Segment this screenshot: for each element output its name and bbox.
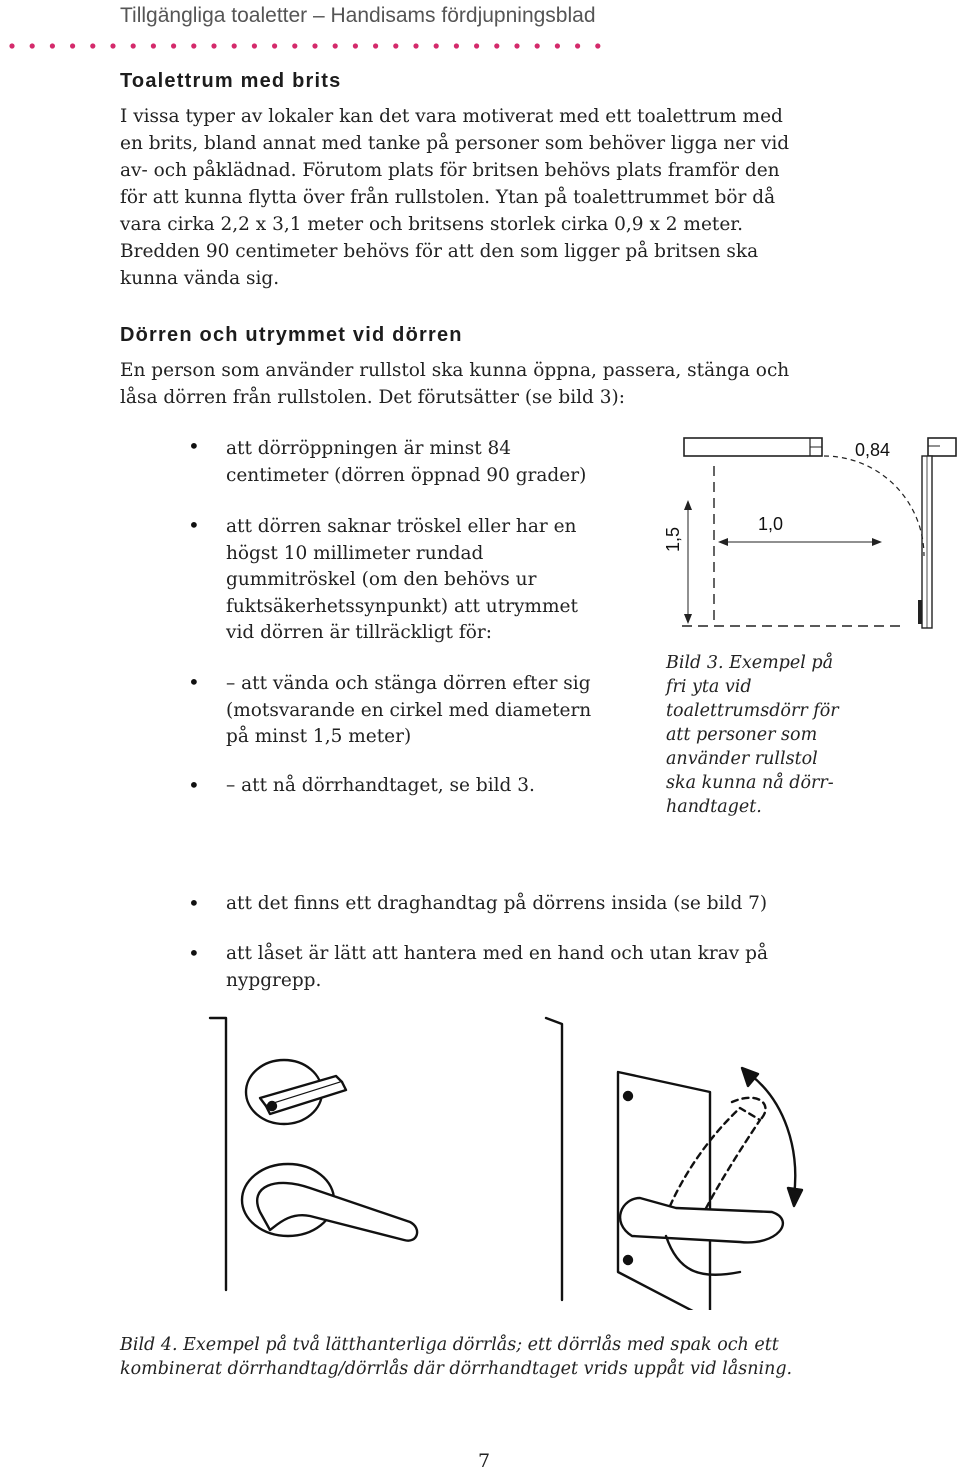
divider-dot: [272, 43, 277, 48]
section-paragraph-door: [120, 357, 880, 411]
paragraph-line: En person som använder rullstol ska kunna öppna, passera, stänga och: [120, 360, 790, 381]
divider-dot: [373, 43, 378, 48]
divider-dot: [151, 43, 156, 48]
wall-right: [928, 438, 956, 456]
dimension-label-reach: 1,0: [758, 514, 784, 534]
paragraph-line: av- och påklädnad. Förutom plats för britsen behövs plats framför den: [120, 160, 780, 181]
divider-dot: [535, 43, 540, 48]
divider-dot: [211, 43, 216, 48]
figure4-caption: Bild 4. Exempel på två lätthanterliga dörrlås; ett dörrlås med spak och ett kombinerat dörrhandtag/dörrlås där dörrhandtaget vrids uppåt vid låsning.: [120, 1335, 793, 1379]
bullet-item: att dörröppningen är minst 84 centimeter (dörren öppnad 90 grader): [226, 438, 587, 486]
divider-dot: [393, 43, 398, 48]
divider-dot: [9, 43, 14, 48]
divider-dot: [292, 43, 297, 48]
divider-dot: [30, 43, 35, 48]
divider-dot: [413, 43, 418, 48]
door-lock-illustration: [200, 1010, 820, 1310]
section-heading-brits: Toalettrum med brits: [120, 70, 342, 92]
dimension-label-depth: 1,5: [663, 526, 683, 552]
divider-dot: [353, 43, 358, 48]
figure3-caption: Bild 3. Exempel på fri yta vid toalettrumsdörr för att personer som använder rullstol ska kunna nå dörr- handtaget.: [666, 653, 839, 817]
divider-dot: [514, 43, 519, 48]
bullet-dot: •: [188, 513, 200, 537]
door-edge-right: [546, 1018, 562, 1300]
divider-dot: [575, 43, 580, 48]
bullet-item: att låset är lätt att hantera med en hand och utan krav på nypgrepp.: [226, 943, 769, 991]
bullet-dot: •: [188, 891, 200, 915]
handle-backplate: [618, 1072, 710, 1310]
paragraph-line: vara cirka 2,2 x 3,1 meter och britsens storlek cirka 0,9 x 2 meter.: [120, 214, 743, 235]
paragraph-line: en brits, bland annat med tanke på personer som behöver ligga ner vid: [120, 133, 790, 154]
paragraph-line: kunna vända sig.: [120, 268, 280, 289]
divider-dot: [333, 43, 338, 48]
divider-dot: [191, 43, 196, 48]
door-handle-mark: [918, 600, 922, 624]
divider-dot: [494, 43, 499, 48]
bullet-dot: •: [188, 434, 200, 458]
paragraph-line: Bredden 90 centimeter behövs för att den som ligger på britsen ska: [120, 241, 759, 262]
divider-dot: [232, 43, 237, 48]
door-clearance-diagram: [652, 430, 960, 630]
divider-dot: [312, 43, 317, 48]
divider-dot: [252, 43, 257, 48]
rotation-arc: [752, 1076, 795, 1196]
bullet-item: – att nå dörrhandtaget, se bild 3.: [226, 775, 535, 796]
bullet-item: att det finns ett draghandtag på dörrens insida (se bild 7): [226, 893, 768, 914]
divider-dot: [50, 43, 55, 48]
section-paragraph-brits: [120, 103, 880, 292]
bullet-item: – att vända och stänga dörren efter sig (motsvarande en cirkel med diametern på minst 1,5 meter): [226, 673, 592, 747]
divider-dot: [131, 43, 136, 48]
bullet-dot: •: [188, 670, 200, 694]
divider-dot: [474, 43, 479, 48]
dimension-label-width: 0,84: [855, 440, 891, 460]
divider-dot: [90, 43, 95, 48]
divider-dot: [110, 43, 115, 48]
divider-dot: [171, 43, 176, 48]
divider-dot: [555, 43, 560, 48]
page-number: 7: [478, 1450, 491, 1472]
paragraph-line: I vissa typer av lokaler kan det vara motiverat med ett toalettrum med: [120, 106, 783, 127]
divider-dot: [434, 43, 439, 48]
bullet-dot: •: [188, 941, 200, 965]
divider-dot: [454, 43, 459, 48]
paragraph-line: för att kunna flytta över från rullstolen. Ytan på toalettrummet bör då: [120, 187, 776, 208]
door-edge-left: [210, 1018, 226, 1290]
dotted-divider: [0, 36, 640, 52]
divider-dot: [70, 43, 75, 48]
bullet-item: att dörren saknar tröskel eller har en högst 10 millimeter rundad gummitröskel (om den behövs ur fuktsäkerhetssynpunkt) att utrymmet vid dörren är tillräckligt för:: [226, 516, 578, 643]
running-header: Tillgängliga toaletter – Handisams fördjupningsblad: [120, 4, 596, 27]
divider-dot: [595, 43, 600, 48]
wall-left: [684, 438, 822, 456]
section-heading-door: Dörren och utrymmet vid dörren: [120, 324, 463, 346]
paragraph-line: låsa dörren från rullstolen. Det förutsätter (se bild 3):: [120, 387, 625, 408]
door-handle: [257, 1183, 417, 1241]
bullet-dot: •: [188, 773, 200, 797]
